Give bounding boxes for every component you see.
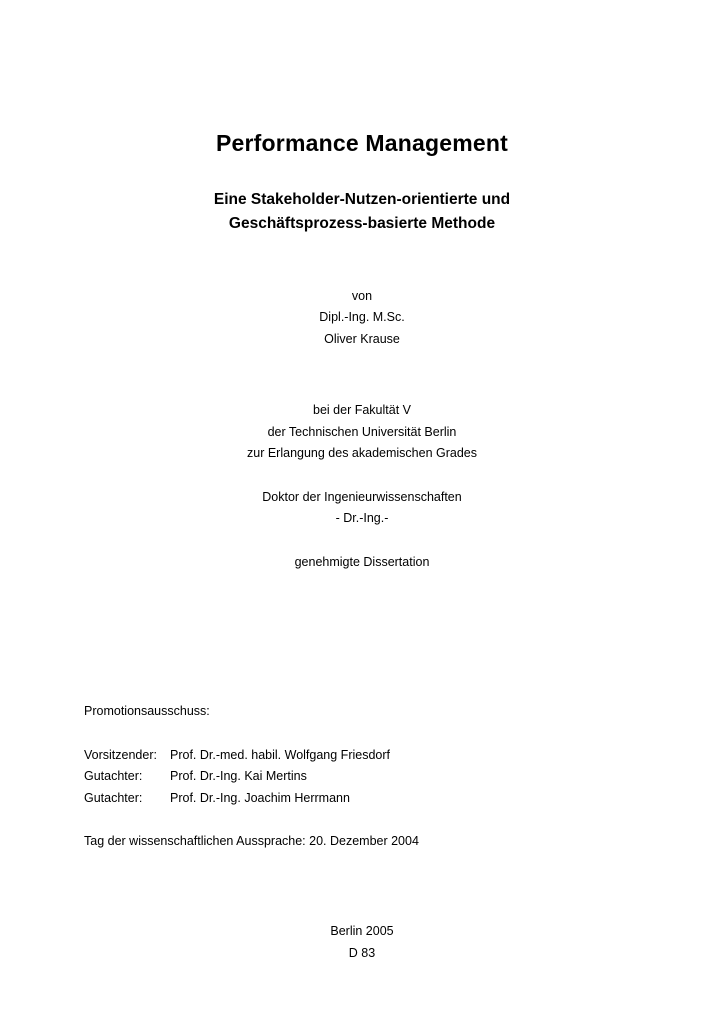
committee-member-row bbox=[84, 745, 640, 767]
approval-block bbox=[84, 530, 640, 574]
committee-member-role: Gutachter: bbox=[84, 790, 143, 805]
degree-name: Doktor der Ingenieurwissenschaften bbox=[262, 489, 462, 504]
degree-abbreviation: - Dr.-Ing.- bbox=[335, 511, 389, 526]
author-block bbox=[84, 236, 640, 351]
author-by-label: von bbox=[351, 288, 373, 303]
submission-purpose: zur Erlangung des akademischen Grades bbox=[247, 446, 477, 461]
footer-code: D 83 bbox=[348, 945, 376, 960]
committee-member-role: Vorsitzender: bbox=[84, 747, 157, 762]
committee-member-row bbox=[84, 788, 640, 810]
author-degree-prefix: Dipl.-Ing. M.Sc. bbox=[319, 310, 405, 325]
footer-place-year: Berlin 2005 bbox=[330, 924, 394, 938]
submission-university: der Technischen Universität Berlin bbox=[267, 424, 457, 439]
subtitle-line-2: Geschäftsprozess-basierte Methode bbox=[228, 214, 496, 232]
author-name: Oliver Krause bbox=[324, 331, 400, 346]
page-footer bbox=[0, 921, 724, 964]
submission-block bbox=[84, 350, 640, 465]
subtitle-line-1: Eine Stakeholder-Nutzen-orientierte und bbox=[213, 190, 511, 208]
approval-text: genehmigte Dissertation bbox=[294, 554, 430, 569]
committee-member-name: Prof. Dr.-Ing. Joachim Herrmann bbox=[170, 790, 350, 805]
committee-member-row bbox=[84, 766, 640, 788]
committee-heading: Promotionsausschuss: bbox=[84, 704, 210, 719]
page-title: Performance Management bbox=[216, 130, 508, 156]
committee-member-name: Prof. Dr.-med. habil. Wolfgang Friesdorf bbox=[170, 747, 390, 762]
degree-block bbox=[84, 465, 640, 530]
committee-member-role: Gutachter: bbox=[84, 769, 143, 784]
defense-date: Tag der wissenschaftlichen Aussprache: 20. Dezember 2004 bbox=[84, 834, 419, 849]
committee-section bbox=[84, 573, 640, 853]
submission-faculty: bei der Fakultät V bbox=[313, 403, 411, 418]
page-subtitle bbox=[84, 158, 640, 236]
committee-member-name: Prof. Dr.-Ing. Kai Mertins bbox=[170, 769, 307, 784]
